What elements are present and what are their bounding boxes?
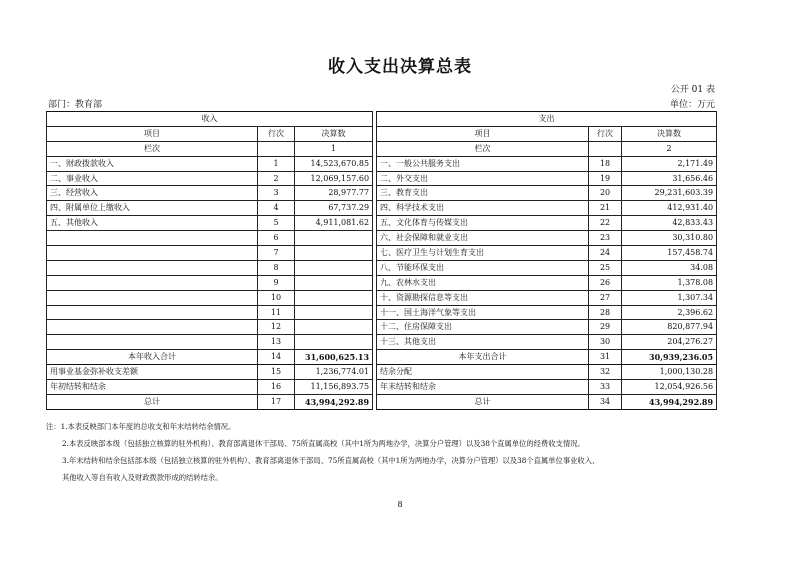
expense-rowno-header: 行次 xyxy=(589,126,622,141)
income-row-number: 1 xyxy=(258,156,295,171)
income-row-number: 5 xyxy=(258,216,295,231)
income-row-number: 14 xyxy=(258,350,295,365)
table-row xyxy=(47,305,717,320)
income-amount: 11,156,893.75 xyxy=(295,380,373,395)
income-item-header: 项目 xyxy=(47,126,258,141)
expense-amount: 1,000,130.28 xyxy=(622,365,717,380)
income-amount xyxy=(295,231,373,246)
expense-row-number: 23 xyxy=(589,231,622,246)
expense-item: 五、文化体育与传媒支出 xyxy=(377,216,589,231)
expense-amount: 12,054,926.56 xyxy=(622,380,717,395)
income-item: 三、经营收入 xyxy=(47,186,258,201)
income-item xyxy=(47,290,258,305)
expense-item: 三、教育支出 xyxy=(377,186,589,201)
expense-item: 年末结转和结余 xyxy=(377,380,589,395)
income-amount-header: 决算数 xyxy=(295,126,373,141)
table-row xyxy=(47,231,717,246)
income-column-label: 栏次 xyxy=(47,141,258,156)
income-row-number: 16 xyxy=(258,380,295,395)
income-row-number: 15 xyxy=(258,365,295,380)
unit-label: 单位：万元 xyxy=(669,100,715,110)
expense-amount: 42,833.43 xyxy=(622,216,717,231)
note-1: 注：1.本表反映部门本年度的总收支和年末结转结余情况。 xyxy=(46,422,236,431)
grand-total-row xyxy=(47,394,717,409)
expense-row-number: 32 xyxy=(589,365,622,380)
expense-row-number: 22 xyxy=(589,216,622,231)
income-amount: 31,600,625.13 xyxy=(295,350,373,365)
income-amount: 1,236,774.01 xyxy=(295,365,373,380)
income-amount: 43,994,292.89 xyxy=(295,394,373,409)
income-item: 总计 xyxy=(47,394,258,409)
income-amount: 12,069,157.60 xyxy=(295,171,373,186)
expense-item: 结余分配 xyxy=(377,365,589,380)
income-amount xyxy=(295,305,373,320)
table-row xyxy=(47,156,717,171)
income-item xyxy=(47,335,258,350)
expense-amount: 2,396.62 xyxy=(622,305,717,320)
form-number: 公开 01 表 xyxy=(670,85,715,95)
income-amount: 28,977.77 xyxy=(295,186,373,201)
expense-amount: 30,939,236.05 xyxy=(622,350,717,365)
income-item: 本年收入合计 xyxy=(47,350,258,365)
income-item xyxy=(47,231,258,246)
table-row xyxy=(47,290,717,305)
expense-amount-header: 决算数 xyxy=(622,126,717,141)
expense-amount: 1,307.34 xyxy=(622,290,717,305)
income-amount xyxy=(295,320,373,335)
header-row-index xyxy=(47,141,717,156)
expense-row-number: 28 xyxy=(589,305,622,320)
expense-amount: 43,994,292.89 xyxy=(622,394,717,409)
income-item xyxy=(47,246,258,261)
expense-item: 六、社会保障和就业支出 xyxy=(377,231,589,246)
income-row-number: 17 xyxy=(258,394,295,409)
expense-row-number: 33 xyxy=(589,380,622,395)
income-row-number: 2 xyxy=(258,171,295,186)
income-item xyxy=(47,305,258,320)
income-amount xyxy=(295,335,373,350)
expense-column-label: 栏次 xyxy=(377,141,589,156)
expense-row-number: 24 xyxy=(589,246,622,261)
expense-amount: 31,656.46 xyxy=(622,171,717,186)
expense-row-number: 26 xyxy=(589,275,622,290)
expense-amount: 820,877.94 xyxy=(622,320,717,335)
income-row-number: 4 xyxy=(258,201,295,216)
income-amount xyxy=(295,290,373,305)
income-amount: 67,737.29 xyxy=(295,201,373,216)
expense-row-number: 30 xyxy=(589,335,622,350)
table-row xyxy=(47,186,717,201)
footnotes xyxy=(46,418,746,486)
expense-row-number: 20 xyxy=(589,186,622,201)
table-row xyxy=(47,201,717,216)
income-item xyxy=(47,320,258,335)
income-header: 收入 xyxy=(47,112,373,127)
income-row-number: 6 xyxy=(258,231,295,246)
expense-item-header: 项目 xyxy=(377,126,589,141)
expense-header: 支出 xyxy=(377,112,717,127)
page-title: 收入支出决算总表 xyxy=(328,57,472,77)
note-3: 3.年末结转和结余包括部本级（包括独立核算的驻外机构）、教育部离退休干部局、75所直属高校（其中1所为两地办学，决算分户管理）以及38个直属单位事业收入、 xyxy=(62,456,600,465)
page-number: 8 xyxy=(397,500,403,509)
expense-amount: 412,931.40 xyxy=(622,201,717,216)
note-3-cont: 其他收入等自有收入及财政拨款形成的结转结余。 xyxy=(62,473,223,482)
table-row xyxy=(47,320,717,335)
expense-row-number: 18 xyxy=(589,156,622,171)
income-item xyxy=(47,275,258,290)
expense-item: 十、资源勘探信息等支出 xyxy=(377,290,589,305)
expense-item: 十一、国土海洋气象等支出 xyxy=(377,305,589,320)
expense-item: 九、农林水支出 xyxy=(377,275,589,290)
income-item: 用事业基金弥补收支差额 xyxy=(47,365,258,380)
expense-item: 总计 xyxy=(377,394,589,409)
expense-item: 十二、住房保障支出 xyxy=(377,320,589,335)
expense-item: 七、医疗卫生与计划生育支出 xyxy=(377,246,589,261)
expense-amount: 30,310.80 xyxy=(622,231,717,246)
table-row xyxy=(47,171,717,186)
expense-item: 二、外交支出 xyxy=(377,171,589,186)
income-row-number: 11 xyxy=(258,305,295,320)
income-amount xyxy=(295,246,373,261)
income-item: 四、附属单位上缴收入 xyxy=(47,201,258,216)
expense-amount: 1,378.08 xyxy=(622,275,717,290)
income-amount xyxy=(295,275,373,290)
table-row xyxy=(47,275,717,290)
expense-row-number: 27 xyxy=(589,290,622,305)
income-rowno-header: 行次 xyxy=(258,126,295,141)
expense-row-number: 29 xyxy=(589,320,622,335)
table-row xyxy=(47,260,717,275)
income-row-number: 7 xyxy=(258,246,295,261)
expense-amount: 29,231,603.39 xyxy=(622,186,717,201)
income-row-number: 3 xyxy=(258,186,295,201)
expense-amount: 2,171.49 xyxy=(622,156,717,171)
header-row-columns xyxy=(47,126,717,141)
year-total-row xyxy=(47,350,717,365)
income-item: 五、其他收入 xyxy=(47,216,258,231)
income-item: 一、财政拨款收入 xyxy=(47,156,258,171)
department-label: 部门：教育部 xyxy=(48,100,103,110)
expense-row-number: 25 xyxy=(589,260,622,275)
expense-row-number: 34 xyxy=(589,394,622,409)
income-row-number: 13 xyxy=(258,335,295,350)
income-amount: 4,911,081.62 xyxy=(295,216,373,231)
expense-column-index: 2 xyxy=(622,141,717,156)
expense-row-number: 19 xyxy=(589,171,622,186)
table-row xyxy=(47,246,717,261)
table-row xyxy=(47,380,717,395)
expense-item: 一、一般公共服务支出 xyxy=(377,156,589,171)
income-amount xyxy=(295,260,373,275)
income-item: 年初结转和结余 xyxy=(47,380,258,395)
table-row xyxy=(47,216,717,231)
header-row-section xyxy=(47,112,717,127)
income-amount: 14,523,670.85 xyxy=(295,156,373,171)
income-row-number: 10 xyxy=(258,290,295,305)
expense-item: 四、科学技术支出 xyxy=(377,201,589,216)
note-2: 2.本表反映部本级（包括独立核算的驻外机构）、教育部离退休干部局、75所直属高校（其中1所为两地办学，决算分户管理）以及38个直属单位的经费收支情况。 xyxy=(62,439,585,448)
expense-row-number: 21 xyxy=(589,201,622,216)
expense-item: 十三、其他支出 xyxy=(377,335,589,350)
table-row xyxy=(47,365,717,380)
summary-table xyxy=(46,111,717,410)
expense-amount: 157,458.74 xyxy=(622,246,717,261)
expense-row-number: 31 xyxy=(589,350,622,365)
expense-item: 本年支出合计 xyxy=(377,350,589,365)
table-row xyxy=(47,335,717,350)
income-row-number: 9 xyxy=(258,275,295,290)
income-column-index: 1 xyxy=(295,141,373,156)
income-item xyxy=(47,260,258,275)
expense-amount: 34.08 xyxy=(622,260,717,275)
income-row-number: 8 xyxy=(258,260,295,275)
income-item: 二、事业收入 xyxy=(47,171,258,186)
income-row-number: 12 xyxy=(258,320,295,335)
expense-item: 八、节能环保支出 xyxy=(377,260,589,275)
expense-amount: 204,276.27 xyxy=(622,335,717,350)
